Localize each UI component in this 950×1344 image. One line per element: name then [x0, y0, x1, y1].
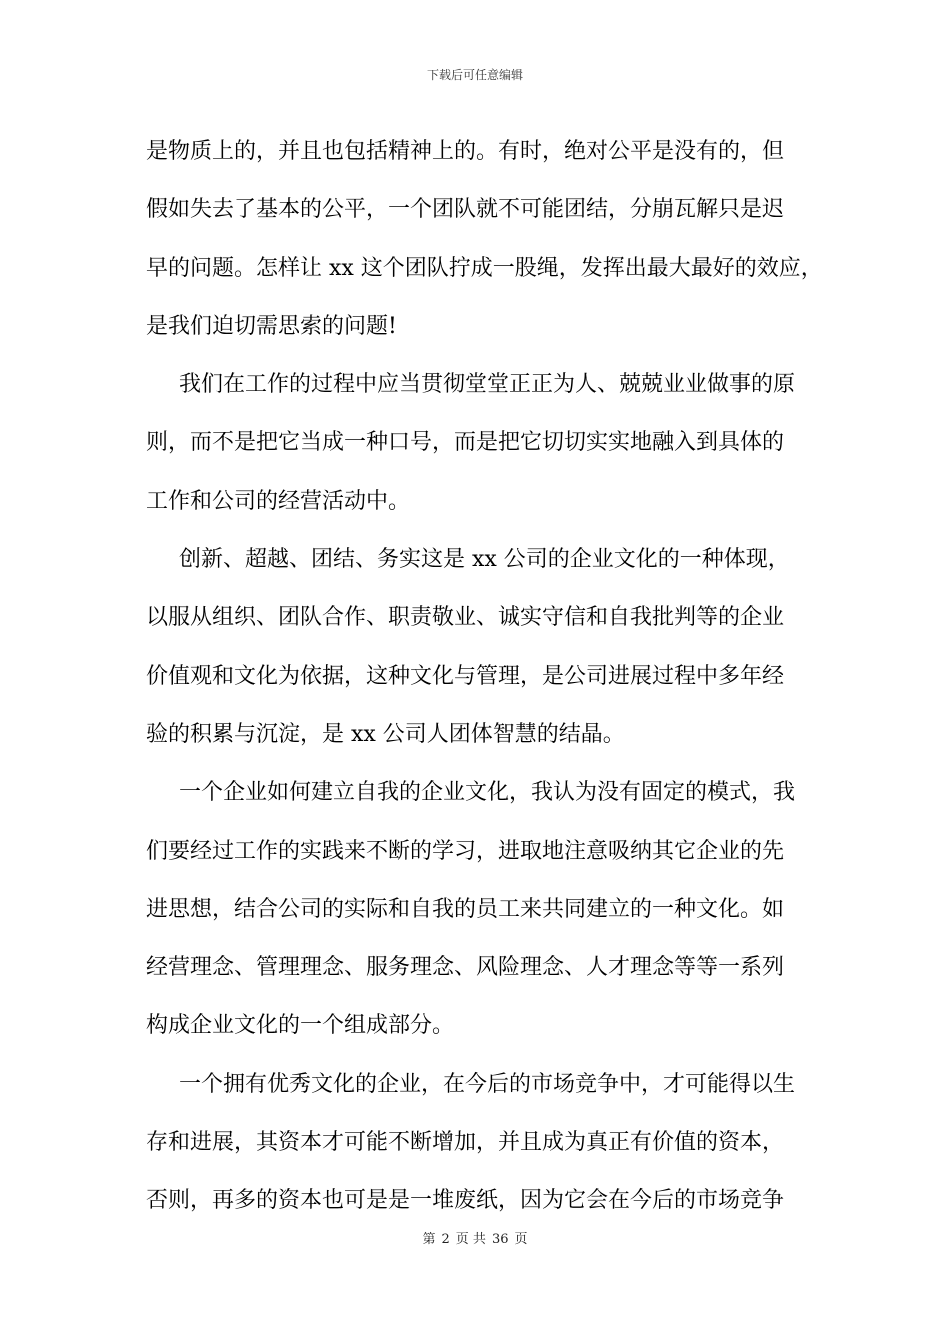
body-line: 早的问题。怎样让 xx 这个团队拧成一股绳，发挥出最大最好的效应，	[146, 255, 823, 281]
body-line: 存和进展，其资本才可能不断增加，并且成为真正有价值的资本，	[146, 1130, 785, 1156]
body-line: 假如失去了基本的公平，一个团队就不可能团结，分崩瓦解只是迟	[146, 197, 785, 223]
paragraph-first-line: 一个拥有优秀文化的企业，在今后的市场竞争中，才可能得以生	[179, 1071, 796, 1097]
body-line: 是我们迫切需思索的问题!	[146, 313, 397, 339]
body-line: 经营理念、管理理念、服务理念、风险理念、人才理念等等一系列	[146, 955, 785, 981]
footer-middle: 页 共	[455, 1232, 486, 1247]
body-line: 验的积累与沉淀，是 xx 公司人团体智慧的结晶。	[146, 721, 625, 747]
page-footer	[0, 1228, 950, 1247]
body-line: 则，而不是把它当成一种口号，而是把它切切实实地融入到具体的	[146, 430, 785, 456]
body-line: 价值观和文化为依据，这种文化与管理，是公司进展过程中多年经	[146, 663, 785, 689]
footer-prefix: 第	[422, 1232, 436, 1247]
body-line: 工作和公司的经营活动中。	[146, 488, 411, 514]
body-line: 进思想，结合公司的实际和自我的员工来共同建立的一种文化。如	[146, 896, 785, 922]
body-line: 以服从组织、团队合作、职责敬业、诚实守信和自我批判等的企业	[146, 605, 785, 631]
body-line: 是物质上的，并且也包括精神上的。有时，绝对公平是没有的，但	[146, 139, 785, 164]
paragraph-first-line: 创新、超越、团结、务实这是 xx 公司的企业文化的一种体现，	[179, 547, 790, 573]
total-pages-number: 36	[491, 1232, 509, 1247]
body-line: 构成企业文化的一个组成部分。	[146, 1013, 455, 1039]
document-body	[146, 130, 823, 1238]
footer-suffix: 页	[514, 1232, 528, 1247]
paragraph-first-line: 一个企业如何建立自我的企业文化，我认为没有固定的模式，我	[179, 780, 796, 806]
current-page-number: 2	[441, 1232, 450, 1247]
page-header-note: 下载后可任意编辑	[426, 68, 523, 82]
body-line: 否则，再多的资本也可是是一堆废纸，因为它会在今后的市场竞争	[146, 1188, 785, 1214]
body-line: 们要经过工作的实践来不断的学习，进取地注意吸纳其它企业的先	[146, 838, 785, 864]
paragraph-first-line: 我们在工作的过程中应当贯彻堂堂正正为人、兢兢业业做事的原	[179, 372, 796, 398]
